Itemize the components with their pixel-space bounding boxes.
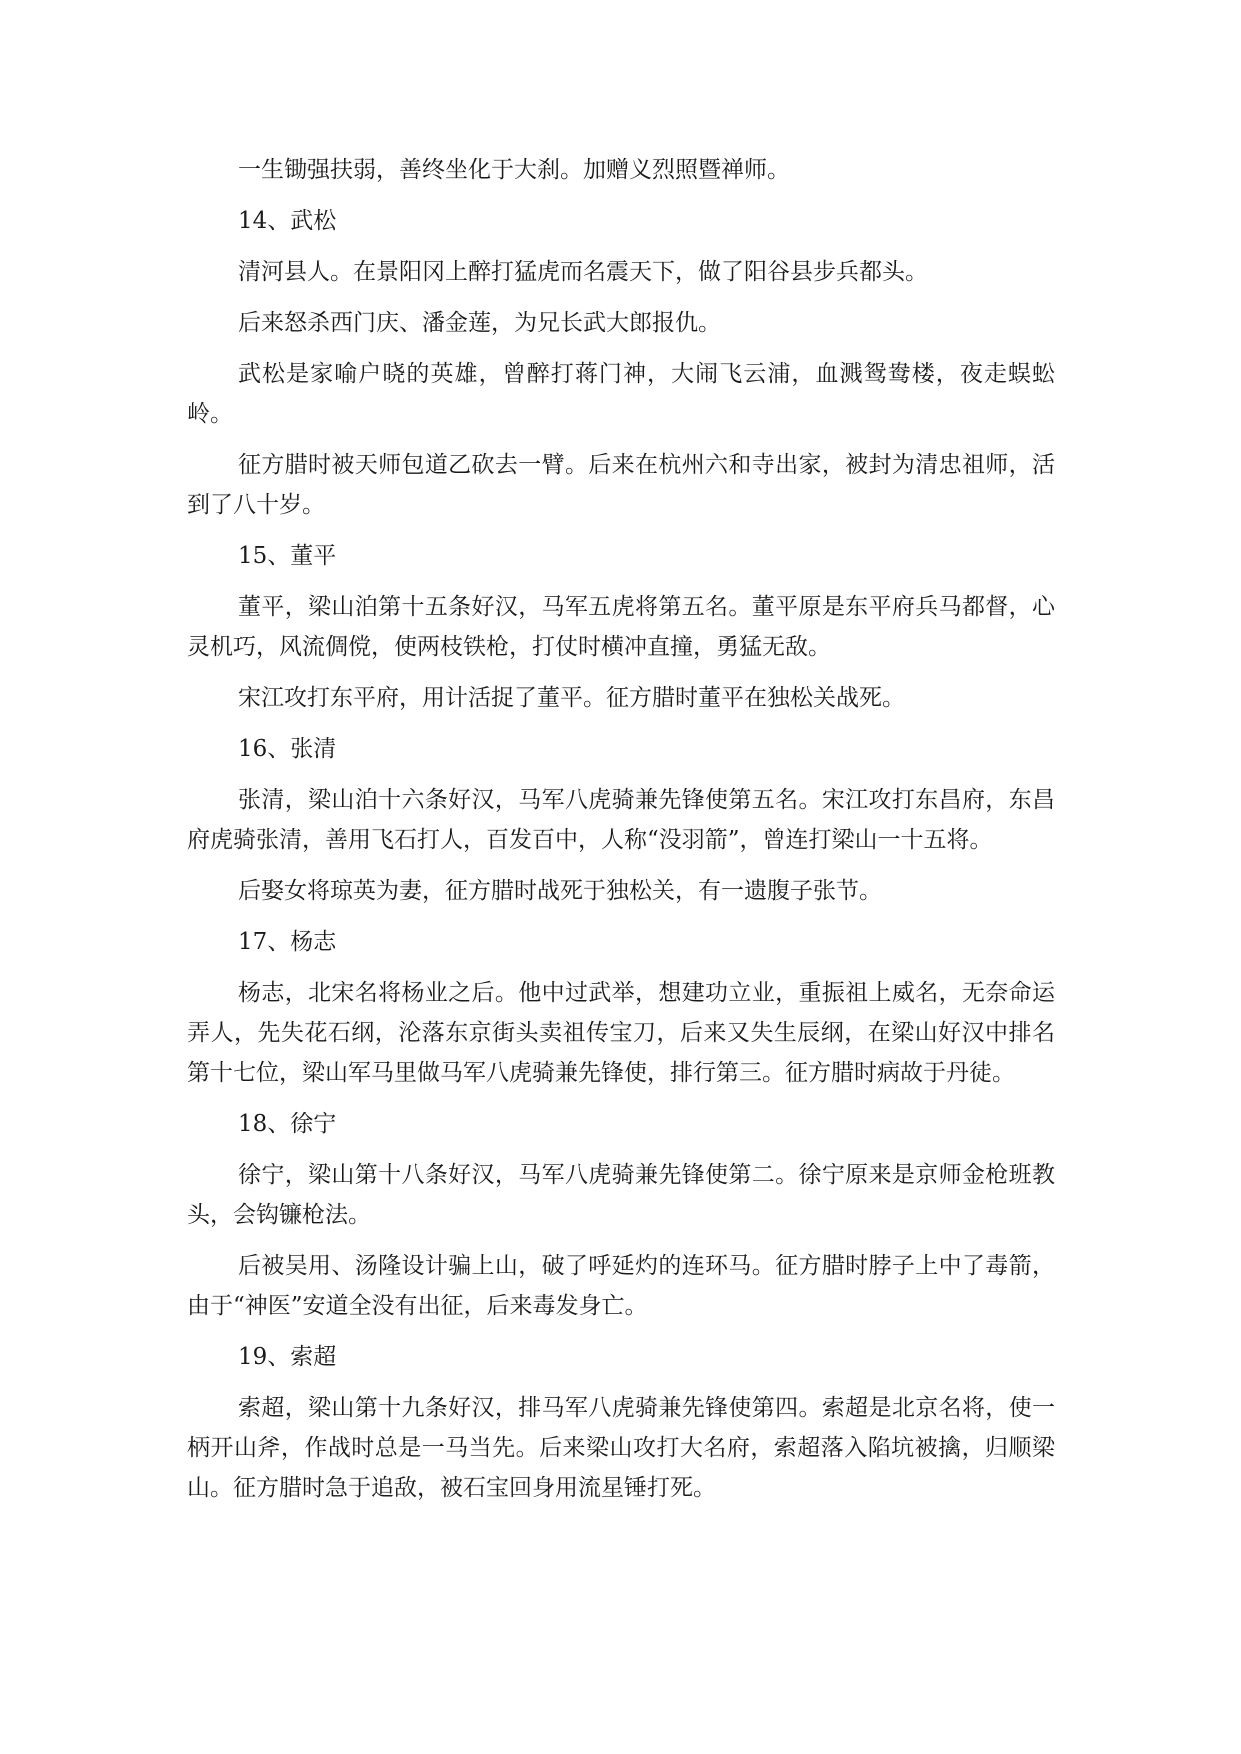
paragraph: 清河县人。在景阳冈上醉打猛虎而名震天下，做了阳谷县步兵都头。: [238, 259, 928, 285]
paragraph: 武松是家喻户晓的英雄，曾醉打蒋门神，大闹飞云浦，血溅鸳鸯楼，夜走蜈蚣岭。: [187, 361, 1055, 427]
paragraph: 徐宁，梁山第十八条好汉，马军八虎骑兼先锋使第二。徐宁原来是京师金枪班教头，会钩镰枪法。: [187, 1162, 1055, 1228]
paragraph: 一生锄强扶弱，善终坐化于大刹。加赠义烈照暨禅师。: [238, 157, 790, 183]
paragraph: 索超，梁山第十九条好汉，排马军八虎骑兼先锋使第四。索超是北京名将，使一柄开山斧，作战时总是一马当先。后来梁山攻打大名府，索超落入陷坑被擒，归顺梁山。征方腊时急于追敌，被石宝回身用流星锤打死。: [187, 1395, 1055, 1501]
section-heading-wusong: 14、武松: [238, 208, 337, 234]
paragraph: 宋江攻打东平府，用计活捉了董平。征方腊时董平在独松关战死。: [238, 685, 905, 711]
paragraph: 杨志，北宋名将杨业之后。他中过武举，想建功立业，重振祖上威名，无奈命运弄人，先失花石纲，沦落东京街头卖祖传宝刀，后来又失生辰纲，在梁山好汉中排名第十七位，梁山军马里做马军八虎骑兼先锋使，排行第三。征方腊时病故于丹徒。: [187, 980, 1055, 1086]
section-heading-yangzhi: 17、杨志: [238, 929, 337, 955]
section-heading-xuning: 18、徐宁: [238, 1111, 337, 1137]
paragraph: 征方腊时被天师包道乙砍去一臂。后来在杭州六和寺出家，被封为清忠祖师，活到了八十岁。: [187, 452, 1055, 518]
paragraph: 董平，梁山泊第十五条好汉，马军五虎将第五名。董平原是东平府兵马都督，心灵机巧，风流倜傥，使两枝铁枪，打仗时横冲直撞，勇猛无敌。: [187, 594, 1055, 660]
paragraph: 后来怒杀西门庆、潘金莲，为兄长武大郎报仇。: [238, 310, 721, 336]
section-heading-suochao: 19、索超: [238, 1344, 337, 1370]
paragraph: 后娶女将琼英为妻，征方腊时战死于独松关，有一遗腹子张节。: [238, 878, 882, 904]
document-body: [187, 150, 1055, 1519]
paragraph: 张清，梁山泊十六条好汉，马军八虎骑兼先锋使第五名。宋江攻打东昌府，东昌府虎骑张清，善用飞石打人，百发百中，人称“没羽箭”，曾连打梁山一十五将。: [187, 787, 1055, 853]
paragraph: 后被吴用、汤隆设计骗上山，破了呼延灼的连环马。征方腊时脖子上中了毒箭，由于“神医”安道全没有出征，后来毒发身亡。: [187, 1253, 1055, 1319]
section-heading-dongping: 15、董平: [238, 543, 337, 569]
section-heading-zhangqing: 16、张清: [238, 736, 337, 762]
